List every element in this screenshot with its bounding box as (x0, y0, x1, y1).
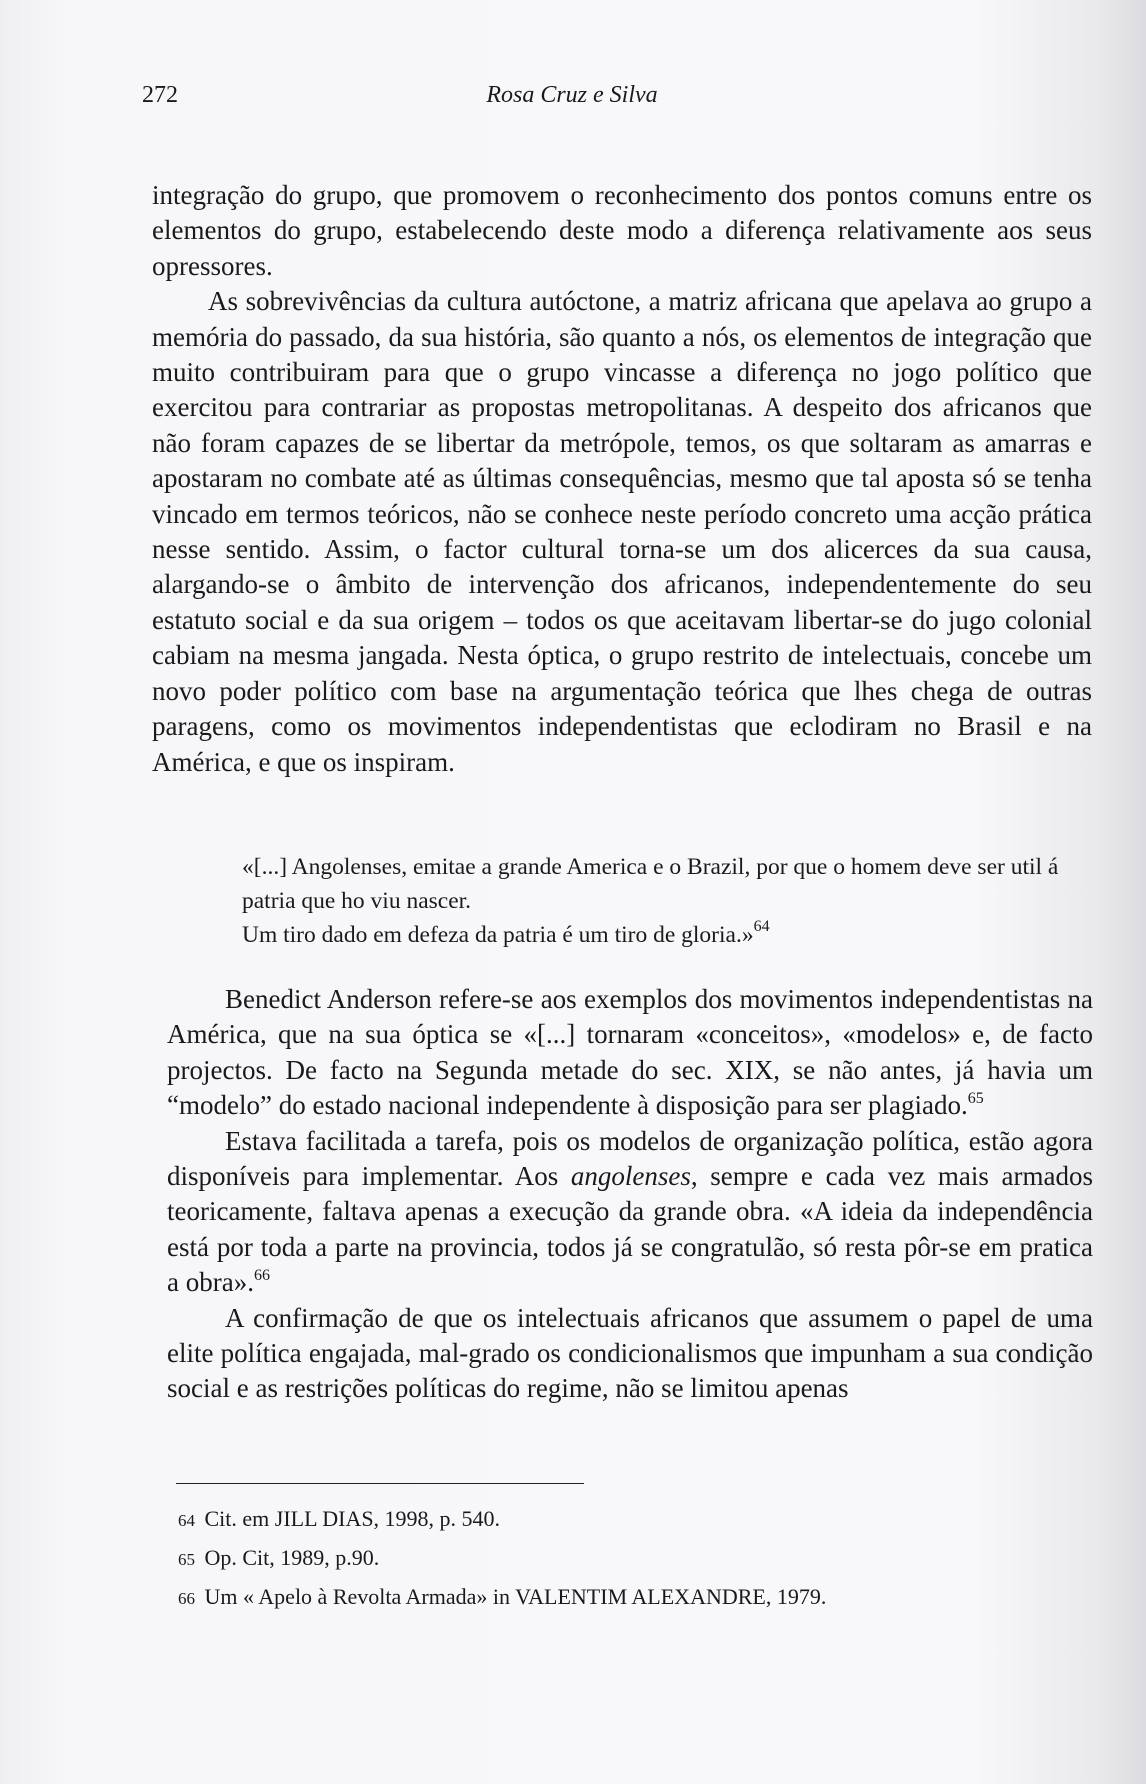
block-quote (242, 850, 1082, 952)
paragraph-tarefa-text-a: Estava facilitada a tarefa, pois os modelos de organização política, estão agora disponíveis para implementar. Aos (167, 1125, 1093, 1192)
footnote-65 (178, 1539, 1058, 1578)
footnote-ref-66: 66 (253, 1267, 270, 1285)
paragraph-tarefa (167, 1124, 1093, 1301)
footnote-text: Cit. em JILL DIAS, 1998, p. 540. (204, 1506, 501, 1531)
footnote-ref-65: 65 (967, 1090, 984, 1108)
paragraph-tarefa-text-b: , sempre e cada vez mais armados teoricamente, faltava apenas a execução da grande obra. «A ideia da independência está por toda a parte na provincia, todos já se congratulão, só resta pôr-se em pratica a obra». (167, 1161, 1093, 1298)
footnote-text: Op. Cit, 1989, p.90. (204, 1545, 380, 1570)
footnote-ref-64: 64 (753, 918, 770, 935)
footnotes (178, 1500, 1058, 1617)
page-number: 272 (142, 82, 178, 108)
footnote-text: Um « Apelo à Revolta Armada» in VALENTIM ALEXANDRE, 1979. (204, 1584, 827, 1609)
running-header (142, 82, 1002, 118)
paragraph-anderson-text: Benedict Anderson refere-se aos exemplos dos movimentos independentistas na América, que na sua óptica se «[...] tornaram «conceitos», «modelos» e, de facto projectos. De facto na Segunda metade do sec. XIX, se não antes, já havia um “modelo” do estado nacional independente à disposição para ser plagiado. (167, 984, 1093, 1121)
paragraph-sobrevivencias: As sobrevivências da cultura autóctone, a matriz africana que apelava ao grupo a memória do passado, da sua história, são quanto a nós, os elementos de integração que muito contribuiram para que o grupo vincasse a diferença no jogo político que exercitou para contrariar as propostas metropolitanas. A despeito dos africanos que não foram capazes de se libertar da metrópole, temos, os que soltaram as amarras e apostaram no combate até as últimas consequências, mesmo que tal aposta só se tenha vincado em termos teóricos, não se conhece neste período concreto uma acção prática nesse sentido. Assim, o factor cultural torna-se um dos alicerces da sua causa, alargando-se o âmbito de intervenção dos africanos, independentemente do seu estatuto social e da sua origem – todos os que aceitavam libertar-se do jugo colonial cabiam na mesma jangada. Nesta óptica, o grupo restrito de intelectuais, concebe um novo poder político com base na argumentação teórica que lhes chega de outras paragens, como os movimentos independentistas que eclodiram no Brasil e na América, e que os inspiram. (152, 286, 1092, 777)
main-text-block (152, 178, 1092, 780)
paragraph-confirmacao: A confirmação de que os intelectuais africanos que assumem o papel de uma elite política engajada, mal-grado os condicionalismos que impunham a sua condição social e as restrições políticas do regime, não se limitou apenas (167, 1302, 1093, 1404)
footnote-divider (176, 1483, 584, 1484)
footnote-64 (178, 1500, 1058, 1539)
quote-line-2-text: Um tiro dado em defeza da patria é um tiro de gloria.» (242, 922, 754, 948)
main-text-block-2 (167, 982, 1093, 1407)
italic-angolenses: angolenses (570, 1161, 691, 1192)
footnote-number: 64 (178, 1511, 195, 1530)
quote-line-2 (242, 918, 1082, 952)
footnote-66 (178, 1578, 1058, 1617)
paragraph-anderson (167, 982, 1093, 1124)
paragraph-continued: integração do grupo, que promovem o reconhecimento dos pontos comuns entre os elementos do grupo, estabelecendo deste modo a diferença relativamente aos seus opressores. (152, 180, 1092, 281)
footnote-number: 66 (178, 1589, 195, 1608)
quote-line-1: «[...] Angolenses, emitae a grande America e o Brazil, por que o homem deve ser util á patria que ho viu nascer. (242, 854, 1059, 914)
running-head-author: Rosa Cruz e Silva (486, 82, 658, 108)
footnote-number: 65 (178, 1550, 195, 1569)
